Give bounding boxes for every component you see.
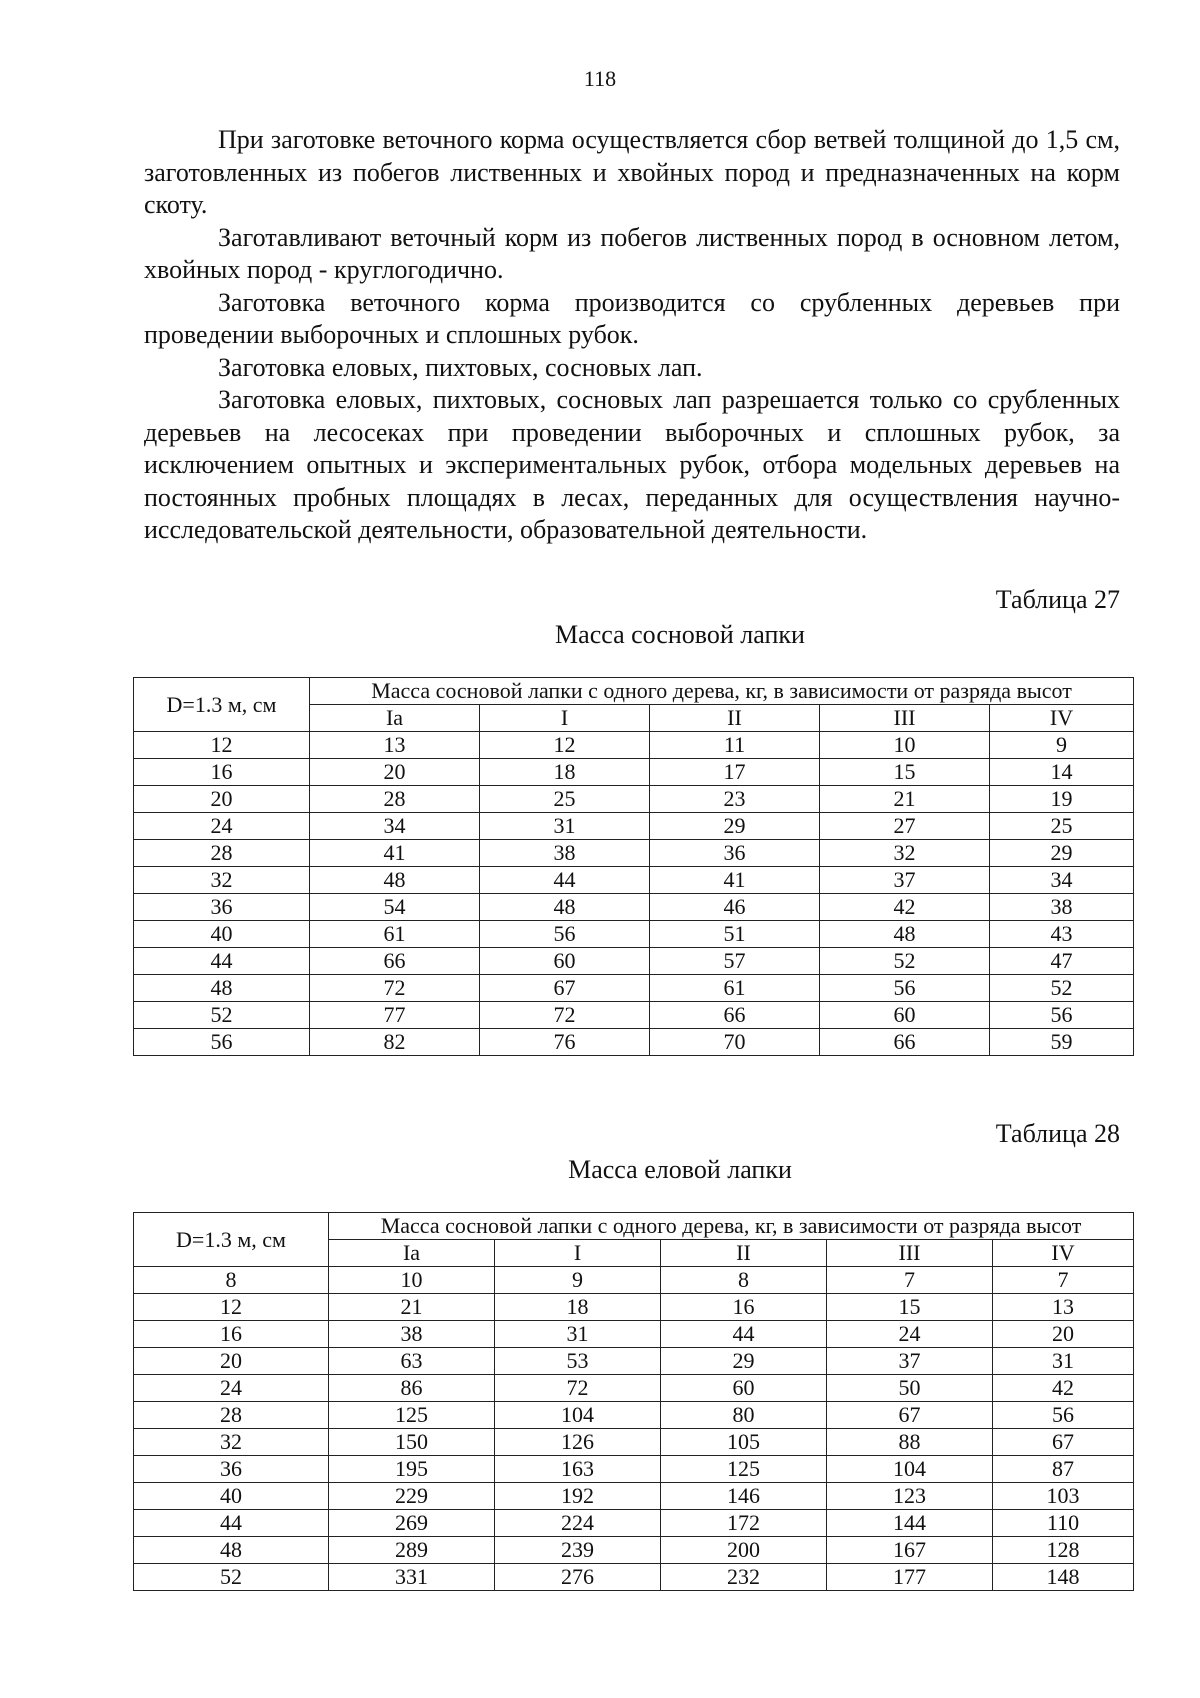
mass-cell: 76 (480, 1029, 650, 1056)
table-row (134, 1294, 1134, 1321)
mass-cell: 44 (661, 1321, 827, 1348)
table-row (134, 813, 1134, 840)
mass-cell: 11 (650, 732, 820, 759)
mass-cell: 8 (661, 1267, 827, 1294)
table-row (134, 1510, 1134, 1537)
mass-cell: 50 (827, 1375, 993, 1402)
mass-cell: 82 (310, 1029, 480, 1056)
diameter-cell: 36 (134, 1456, 329, 1483)
table-row (134, 1564, 1134, 1591)
height-class-header: III (820, 705, 990, 732)
height-class-header: I (480, 705, 650, 732)
table-row (134, 1537, 1134, 1564)
mass-cell: 104 (495, 1402, 661, 1429)
height-class-header: IV (990, 705, 1134, 732)
mass-cell: 172 (661, 1510, 827, 1537)
mass-cell: 15 (827, 1294, 993, 1321)
mass-cell: 7 (827, 1267, 993, 1294)
mass-cell: 34 (310, 813, 480, 840)
mass-cell: 9 (495, 1267, 661, 1294)
mass-cell: 31 (495, 1321, 661, 1348)
mass-cell: 229 (329, 1483, 495, 1510)
mass-cell: 12 (480, 732, 650, 759)
mass-cell: 70 (650, 1029, 820, 1056)
mass-cell: 126 (495, 1429, 661, 1456)
mass-cell: 123 (827, 1483, 993, 1510)
mass-cell: 80 (661, 1402, 827, 1429)
mass-cell: 32 (820, 840, 990, 867)
mass-cell: 148 (993, 1564, 1134, 1591)
table-27-title: Масса сосновой лапки (555, 620, 805, 649)
mass-cell: 43 (990, 921, 1134, 948)
mass-cell: 192 (495, 1483, 661, 1510)
table-row (134, 894, 1134, 921)
mass-cell: 24 (827, 1321, 993, 1348)
paragraph: Заготовка еловых, пихтовых, сосновых лап разрешается только со срубленных деревьев на лесосеках при проведении выборочных и сплошных рубок, за исключением опытных и экспериментальных рубок, отбора модельных деревьев на постоянных пробных площадях в лесах, переданных для осуществления научно-исследовательской деятельности, образовательной деятельности. (144, 385, 1120, 544)
mass-cell: 20 (993, 1321, 1134, 1348)
mass-cell: 25 (990, 813, 1134, 840)
diameter-cell: 44 (134, 1510, 329, 1537)
mass-cell: 66 (310, 948, 480, 975)
mass-cell: 125 (329, 1402, 495, 1429)
mass-cell: 77 (310, 1002, 480, 1029)
diameter-cell: 16 (134, 1321, 329, 1348)
table-row (134, 1002, 1134, 1029)
mass-cell: 269 (329, 1510, 495, 1537)
mass-cell: 59 (990, 1029, 1134, 1056)
table-row (134, 759, 1134, 786)
mass-cell: 66 (650, 1002, 820, 1029)
height-class-header: Iа (310, 705, 480, 732)
mass-cell: 13 (993, 1294, 1134, 1321)
height-class-header: II (650, 705, 820, 732)
mass-cell: 38 (990, 894, 1134, 921)
table-row (134, 1321, 1134, 1348)
mass-cell: 21 (329, 1294, 495, 1321)
mass-cell: 72 (480, 1002, 650, 1029)
mass-cell: 56 (990, 1002, 1134, 1029)
mass-cell: 52 (990, 975, 1134, 1002)
mass-cell: 21 (820, 786, 990, 813)
group-header: Масса сосновой лапки с одного дерева, кг, в зависимости от разряда высот (310, 678, 1134, 705)
mass-cell: 60 (661, 1375, 827, 1402)
mass-cell: 276 (495, 1564, 661, 1591)
mass-cell: 44 (480, 867, 650, 894)
mass-cell: 51 (650, 921, 820, 948)
table-27 (133, 677, 1134, 1056)
diameter-cell: 16 (134, 759, 310, 786)
mass-cell: 67 (480, 975, 650, 1002)
table-row (134, 1456, 1134, 1483)
mass-cell: 31 (480, 813, 650, 840)
mass-cell: 14 (990, 759, 1134, 786)
diameter-cell: 12 (134, 732, 310, 759)
mass-cell: 38 (329, 1321, 495, 1348)
mass-cell: 29 (990, 840, 1134, 867)
mass-cell: 9 (990, 732, 1134, 759)
table-27-number: Таблица 27 (995, 585, 1120, 614)
diameter-cell: 8 (134, 1267, 329, 1294)
mass-cell: 41 (310, 840, 480, 867)
table-row (134, 786, 1134, 813)
table-row (134, 867, 1134, 894)
table-28-title: Масса еловой лапки (568, 1155, 792, 1184)
mass-cell: 110 (993, 1510, 1134, 1537)
mass-cell: 19 (990, 786, 1134, 813)
table-row (134, 1402, 1134, 1429)
diameter-header: D=1.3 м, см (134, 1213, 329, 1267)
mass-cell: 23 (650, 786, 820, 813)
height-class-header: I (495, 1240, 661, 1267)
table-row (134, 1267, 1134, 1294)
mass-cell: 67 (827, 1402, 993, 1429)
mass-cell: 15 (820, 759, 990, 786)
mass-cell: 27 (820, 813, 990, 840)
diameter-cell: 28 (134, 840, 310, 867)
mass-cell: 56 (820, 975, 990, 1002)
mass-cell: 104 (827, 1456, 993, 1483)
mass-cell: 150 (329, 1429, 495, 1456)
mass-cell: 36 (650, 840, 820, 867)
paragraph: Заготовка веточного корма производится со срубленных деревьев при проведении выборочных и сплошных рубок. (144, 287, 1120, 349)
mass-cell: 72 (310, 975, 480, 1002)
table-row (134, 1429, 1134, 1456)
body-text (144, 124, 1120, 547)
height-class-header: Iа (329, 1240, 495, 1267)
table-28-number: Таблица 28 (995, 1119, 1120, 1148)
mass-cell: 88 (827, 1429, 993, 1456)
diameter-cell: 32 (134, 1429, 329, 1456)
paragraph: Заготавливают веточный корм из побегов лиственных пород в основном летом, хвойных пород - круглогодично. (144, 222, 1120, 284)
mass-cell: 46 (650, 894, 820, 921)
mass-cell: 87 (993, 1456, 1134, 1483)
mass-cell: 13 (310, 732, 480, 759)
mass-cell: 146 (661, 1483, 827, 1510)
mass-cell: 72 (495, 1375, 661, 1402)
mass-cell: 18 (495, 1294, 661, 1321)
mass-cell: 16 (661, 1294, 827, 1321)
mass-cell: 29 (661, 1348, 827, 1375)
diameter-cell: 56 (134, 1029, 310, 1056)
diameter-cell: 24 (134, 1375, 329, 1402)
mass-cell: 57 (650, 948, 820, 975)
table-row (134, 1348, 1134, 1375)
mass-cell: 17 (650, 759, 820, 786)
diameter-cell: 40 (134, 921, 310, 948)
mass-cell: 47 (990, 948, 1134, 975)
mass-cell: 42 (820, 894, 990, 921)
height-class-header: III (827, 1240, 993, 1267)
height-class-header: IV (993, 1240, 1134, 1267)
mass-cell: 10 (820, 732, 990, 759)
mass-cell: 224 (495, 1510, 661, 1537)
diameter-cell: 20 (134, 786, 310, 813)
table-row (134, 1375, 1134, 1402)
diameter-cell: 20 (134, 1348, 329, 1375)
mass-cell: 60 (480, 948, 650, 975)
mass-cell: 7 (993, 1267, 1134, 1294)
mass-cell: 53 (495, 1348, 661, 1375)
diameter-cell: 28 (134, 1402, 329, 1429)
mass-cell: 37 (820, 867, 990, 894)
mass-cell: 200 (661, 1537, 827, 1564)
table-row (134, 1029, 1134, 1056)
diameter-cell: 36 (134, 894, 310, 921)
table-28 (133, 1212, 1134, 1591)
mass-cell: 20 (310, 759, 480, 786)
page-number: 118 (583, 66, 617, 91)
diameter-cell: 40 (134, 1483, 329, 1510)
diameter-cell: 48 (134, 1537, 329, 1564)
mass-cell: 28 (310, 786, 480, 813)
mass-cell: 52 (820, 948, 990, 975)
height-class-header: II (661, 1240, 827, 1267)
mass-cell: 10 (329, 1267, 495, 1294)
mass-cell: 31 (993, 1348, 1134, 1375)
mass-cell: 128 (993, 1537, 1134, 1564)
mass-cell: 37 (827, 1348, 993, 1375)
diameter-cell: 48 (134, 975, 310, 1002)
mass-cell: 60 (820, 1002, 990, 1029)
table-row (134, 975, 1134, 1002)
mass-cell: 63 (329, 1348, 495, 1375)
mass-cell: 195 (329, 1456, 495, 1483)
mass-cell: 61 (310, 921, 480, 948)
mass-cell: 42 (993, 1375, 1134, 1402)
mass-cell: 289 (329, 1537, 495, 1564)
mass-cell: 163 (495, 1456, 661, 1483)
mass-cell: 54 (310, 894, 480, 921)
paragraph: При заготовке веточного корма осуществляется сбор ветвей толщиной до 1,5 см, заготовленных из побегов лиственных и хвойных пород и предназначенных на корм скоту. (144, 125, 1120, 219)
mass-cell: 67 (993, 1429, 1134, 1456)
mass-cell: 232 (661, 1564, 827, 1591)
paragraph: Заготовка еловых, пихтовых, сосновых лап. (218, 352, 703, 382)
mass-cell: 18 (480, 759, 650, 786)
mass-cell: 25 (480, 786, 650, 813)
diameter-cell: 52 (134, 1002, 310, 1029)
mass-cell: 34 (990, 867, 1134, 894)
mass-cell: 56 (993, 1402, 1134, 1429)
table-row (134, 840, 1134, 867)
diameter-cell: 32 (134, 867, 310, 894)
diameter-cell: 44 (134, 948, 310, 975)
mass-cell: 48 (310, 867, 480, 894)
group-header: Масса сосновой лапки с одного дерева, кг, в зависимости от разряда высот (329, 1213, 1134, 1240)
diameter-cell: 52 (134, 1564, 329, 1591)
mass-cell: 177 (827, 1564, 993, 1591)
mass-cell: 239 (495, 1537, 661, 1564)
table-row (134, 921, 1134, 948)
mass-cell: 66 (820, 1029, 990, 1056)
mass-cell: 29 (650, 813, 820, 840)
mass-cell: 331 (329, 1564, 495, 1591)
mass-cell: 125 (661, 1456, 827, 1483)
mass-cell: 48 (480, 894, 650, 921)
mass-cell: 103 (993, 1483, 1134, 1510)
mass-cell: 38 (480, 840, 650, 867)
mass-cell: 48 (820, 921, 990, 948)
mass-cell: 41 (650, 867, 820, 894)
mass-cell: 105 (661, 1429, 827, 1456)
mass-cell: 61 (650, 975, 820, 1002)
mass-cell: 167 (827, 1537, 993, 1564)
table-row (134, 1483, 1134, 1510)
table-row (134, 732, 1134, 759)
diameter-header: D=1.3 м, см (134, 678, 310, 732)
table-row (134, 948, 1134, 975)
mass-cell: 144 (827, 1510, 993, 1537)
mass-cell: 86 (329, 1375, 495, 1402)
mass-cell: 56 (480, 921, 650, 948)
diameter-cell: 12 (134, 1294, 329, 1321)
diameter-cell: 24 (134, 813, 310, 840)
